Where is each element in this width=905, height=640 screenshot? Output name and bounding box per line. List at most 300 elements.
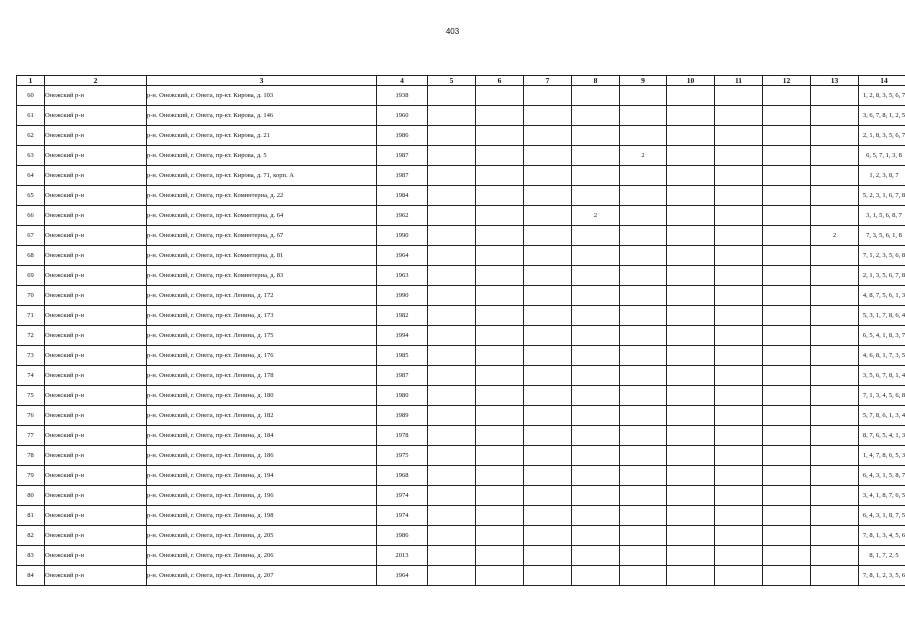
sequence-cell: 6, 4, 3, 1, 8, 7, 5: [859, 506, 905, 526]
year-cell: 2013: [377, 546, 428, 566]
value-cell-col-11: [715, 566, 763, 586]
value-cell-col-13: 2: [811, 226, 859, 246]
column-header-12: 12: [763, 76, 811, 86]
value-cell-col-13: [811, 206, 859, 226]
value-cell-col-12: [763, 566, 811, 586]
district-cell: Онежский р-н: [45, 506, 147, 526]
value-cell-col-6: [476, 306, 524, 326]
value-cell-col-13: [811, 426, 859, 446]
value-cell-col-6: [476, 186, 524, 206]
value-cell-col-9: [620, 266, 667, 286]
column-header-13: 13: [811, 76, 859, 86]
value-cell-col-12: [763, 326, 811, 346]
value-cell-col-6: [476, 286, 524, 306]
year-cell: 1974: [377, 486, 428, 506]
table-row: [17, 126, 905, 146]
value-cell-col-12: [763, 446, 811, 466]
year-cell: 1960: [377, 106, 428, 126]
value-cell-col-7: [524, 446, 572, 466]
column-header-10: 10: [667, 76, 715, 86]
value-cell-col-8: [572, 166, 620, 186]
value-cell-col-7: [524, 406, 572, 426]
value-cell-col-13: [811, 346, 859, 366]
row-number-cell: 81: [17, 506, 45, 526]
value-cell-col-8: [572, 526, 620, 546]
sequence-cell: 7, 1, 2, 3, 5, 6, 8: [859, 246, 905, 266]
district-cell: Онежский р-н: [45, 146, 147, 166]
table-row: [17, 86, 905, 106]
sequence-cell: 6, 5, 4, 1, 8, 3, 7: [859, 326, 905, 346]
sequence-cell: 5, 7, 8, 6, 1, 3, 4: [859, 406, 905, 426]
value-cell-col-12: [763, 166, 811, 186]
value-cell-col-6: [476, 266, 524, 286]
value-cell-col-7: [524, 506, 572, 526]
value-cell-col-6: [476, 86, 524, 106]
value-cell-col-9: [620, 226, 667, 246]
row-number-cell: 65: [17, 186, 45, 206]
value-cell-col-10: [667, 506, 715, 526]
value-cell-col-5: [428, 546, 476, 566]
value-cell-col-5: [428, 426, 476, 446]
value-cell-col-13: [811, 466, 859, 486]
address-cell: р-н. Онежский, г. Онега, пр-кт. Ленина, д. 196: [147, 486, 377, 506]
value-cell-col-13: [811, 526, 859, 546]
value-cell-col-8: [572, 366, 620, 386]
address-cell: р-н. Онежский, г. Онега, пр-кт. Ленина, д. 175: [147, 326, 377, 346]
table-row: [17, 566, 905, 586]
value-cell-col-6: [476, 466, 524, 486]
value-cell-col-10: [667, 126, 715, 146]
sequence-cell: 8, 1, 7, 2, 5: [859, 546, 905, 566]
value-cell-col-11: [715, 286, 763, 306]
value-cell-col-9: [620, 326, 667, 346]
row-number-cell: 78: [17, 446, 45, 466]
value-cell-col-9: [620, 406, 667, 426]
table-row: [17, 146, 905, 166]
table-row: [17, 186, 905, 206]
sequence-cell: 7, 8, 1, 2, 3, 5, 6: [859, 566, 905, 586]
value-cell-col-6: [476, 366, 524, 386]
value-cell-col-11: [715, 426, 763, 446]
address-cell: р-н. Онежский, г. Онега, пр-кт. Коминтерна, д. 67: [147, 226, 377, 246]
value-cell-col-13: [811, 106, 859, 126]
value-cell-col-9: [620, 126, 667, 146]
value-cell-col-7: [524, 186, 572, 206]
row-number-cell: 64: [17, 166, 45, 186]
district-cell: Онежский р-н: [45, 566, 147, 586]
district-cell: Онежский р-н: [45, 86, 147, 106]
year-cell: 1987: [377, 146, 428, 166]
address-cell: р-н. Онежский, г. Онега, пр-кт. Кирова, д. 21: [147, 126, 377, 146]
value-cell-col-8: [572, 126, 620, 146]
value-cell-col-7: [524, 346, 572, 366]
table-row: [17, 306, 905, 326]
table-row: [17, 286, 905, 306]
header-row: [17, 76, 905, 86]
value-cell-col-6: [476, 326, 524, 346]
value-cell-col-13: [811, 366, 859, 386]
value-cell-col-10: [667, 226, 715, 246]
district-cell: Онежский р-н: [45, 326, 147, 346]
value-cell-col-7: [524, 426, 572, 446]
value-cell-col-7: [524, 86, 572, 106]
value-cell-col-12: [763, 366, 811, 386]
value-cell-col-7: [524, 526, 572, 546]
value-cell-col-7: [524, 246, 572, 266]
value-cell-col-9: [620, 246, 667, 266]
value-cell-col-8: [572, 566, 620, 586]
address-cell: р-н. Онежский, г. Онега, пр-кт. Ленина, д. 184: [147, 426, 377, 446]
value-cell-col-12: [763, 126, 811, 146]
value-cell-col-11: [715, 246, 763, 266]
value-cell-col-10: [667, 466, 715, 486]
value-cell-col-8: [572, 286, 620, 306]
value-cell-col-10: [667, 546, 715, 566]
sequence-cell: 8, 7, 6, 5, 4, 1, 3: [859, 426, 905, 446]
value-cell-col-9: [620, 366, 667, 386]
value-cell-col-12: [763, 266, 811, 286]
value-cell-col-5: [428, 166, 476, 186]
value-cell-col-10: [667, 446, 715, 466]
value-cell-col-12: [763, 406, 811, 426]
value-cell-col-5: [428, 146, 476, 166]
value-cell-col-11: [715, 346, 763, 366]
column-header-7: 7: [524, 76, 572, 86]
value-cell-col-6: [476, 166, 524, 186]
year-cell: 1985: [377, 346, 428, 366]
value-cell-col-10: [667, 246, 715, 266]
value-cell-col-10: [667, 486, 715, 506]
value-cell-col-9: [620, 166, 667, 186]
column-header-6: 6: [476, 76, 524, 86]
value-cell-col-12: [763, 386, 811, 406]
value-cell-col-10: [667, 146, 715, 166]
sequence-cell: 4, 8, 7, 5, 6, 1, 3: [859, 286, 905, 306]
value-cell-col-13: [811, 126, 859, 146]
value-cell-col-7: [524, 126, 572, 146]
address-cell: р-н. Онежский, г. Онега, пр-кт. Ленина, д. 194: [147, 466, 377, 486]
value-cell-col-11: [715, 206, 763, 226]
value-cell-col-11: [715, 526, 763, 546]
value-cell-col-9: [620, 426, 667, 446]
value-cell-col-10: [667, 426, 715, 446]
value-cell-col-10: [667, 526, 715, 546]
value-cell-col-13: [811, 166, 859, 186]
value-cell-col-11: [715, 366, 763, 386]
table-row: [17, 546, 905, 566]
district-cell: Онежский р-н: [45, 246, 147, 266]
district-cell: Онежский р-н: [45, 206, 147, 226]
table-row: [17, 366, 905, 386]
value-cell-col-7: [524, 466, 572, 486]
value-cell-col-8: [572, 486, 620, 506]
sequence-cell: 6, 5, 7, 1, 3, 8: [859, 146, 905, 166]
value-cell-col-6: [476, 206, 524, 226]
address-cell: р-н. Онежский, г. Онега, пр-кт. Коминтерна, д. 83: [147, 266, 377, 286]
value-cell-col-9: [620, 206, 667, 226]
value-cell-col-12: [763, 426, 811, 446]
value-cell-col-5: [428, 206, 476, 226]
value-cell-col-9: [620, 86, 667, 106]
value-cell-col-5: [428, 346, 476, 366]
sequence-cell: 1, 2, 3, 8, 7: [859, 166, 905, 186]
table-row: [17, 226, 905, 246]
table-row: [17, 486, 905, 506]
value-cell-col-8: [572, 406, 620, 426]
value-cell-col-11: [715, 466, 763, 486]
page-number: 403: [445, 27, 460, 36]
address-cell: р-н. Онежский, г. Онега, пр-кт. Ленина, д. 207: [147, 566, 377, 586]
row-number-cell: 70: [17, 286, 45, 306]
row-number-cell: 72: [17, 326, 45, 346]
district-cell: Онежский р-н: [45, 366, 147, 386]
district-cell: Онежский р-н: [45, 546, 147, 566]
value-cell-col-12: [763, 506, 811, 526]
table-row: [17, 506, 905, 526]
column-header-14: 14: [859, 76, 905, 86]
value-cell-col-12: [763, 206, 811, 226]
value-cell-col-5: [428, 526, 476, 546]
value-cell-col-12: [763, 486, 811, 506]
value-cell-col-13: [811, 566, 859, 586]
value-cell-col-11: [715, 166, 763, 186]
table-row: [17, 206, 905, 226]
value-cell-col-8: [572, 106, 620, 126]
value-cell-col-12: [763, 86, 811, 106]
value-cell-col-10: [667, 566, 715, 586]
value-cell-col-10: [667, 166, 715, 186]
value-cell-col-9: [620, 346, 667, 366]
district-cell: Онежский р-н: [45, 226, 147, 246]
value-cell-col-7: [524, 366, 572, 386]
table-row: [17, 246, 905, 266]
value-cell-col-6: [476, 346, 524, 366]
sequence-cell: 1, 4, 7, 8, 6, 5, 3: [859, 446, 905, 466]
value-cell-col-7: [524, 566, 572, 586]
value-cell-col-13: [811, 546, 859, 566]
address-cell: р-н. Онежский, г. Онега, пр-кт. Коминтерна, д. 81: [147, 246, 377, 266]
value-cell-col-5: [428, 126, 476, 146]
value-cell-col-12: [763, 146, 811, 166]
table-row: [17, 106, 905, 126]
value-cell-col-13: [811, 286, 859, 306]
value-cell-col-6: [476, 386, 524, 406]
value-cell-col-6: [476, 526, 524, 546]
sequence-cell: 7, 3, 5, 6, 1, 8: [859, 226, 905, 246]
district-cell: Онежский р-н: [45, 186, 147, 206]
value-cell-col-10: [667, 286, 715, 306]
value-cell-col-9: 2: [620, 146, 667, 166]
value-cell-col-12: [763, 306, 811, 326]
year-cell: 1990: [377, 286, 428, 306]
value-cell-col-10: [667, 86, 715, 106]
value-cell-col-9: [620, 486, 667, 506]
year-cell: 1974: [377, 506, 428, 526]
row-number-cell: 71: [17, 306, 45, 326]
value-cell-col-7: [524, 546, 572, 566]
sequence-cell: 7, 1, 3, 4, 5, 6, 8: [859, 386, 905, 406]
value-cell-col-12: [763, 246, 811, 266]
table-row: [17, 406, 905, 426]
value-cell-col-13: [811, 246, 859, 266]
address-cell: р-н. Онежский, г. Онега, пр-кт. Ленина, д. 172: [147, 286, 377, 306]
row-number-cell: 79: [17, 466, 45, 486]
sequence-cell: 7, 8, 1, 3, 4, 5, 6: [859, 526, 905, 546]
value-cell-col-8: [572, 326, 620, 346]
value-cell-col-9: [620, 186, 667, 206]
row-number-cell: 84: [17, 566, 45, 586]
value-cell-col-5: [428, 566, 476, 586]
sequence-cell: 4, 6, 8, 1, 7, 3, 5: [859, 346, 905, 366]
value-cell-col-12: [763, 186, 811, 206]
column-header-5: 5: [428, 76, 476, 86]
value-cell-col-11: [715, 406, 763, 426]
value-cell-col-5: [428, 86, 476, 106]
value-cell-col-10: [667, 106, 715, 126]
row-number-cell: 69: [17, 266, 45, 286]
table-row: [17, 526, 905, 546]
year-cell: 1987: [377, 166, 428, 186]
value-cell-col-9: [620, 526, 667, 546]
address-cell: р-н. Онежский, г. Онега, пр-кт. Кирова, д. 71, корп. А: [147, 166, 377, 186]
value-cell-col-8: [572, 306, 620, 326]
value-cell-col-11: [715, 446, 763, 466]
value-cell-col-6: [476, 426, 524, 446]
value-cell-col-11: [715, 266, 763, 286]
value-cell-col-13: [811, 186, 859, 206]
value-cell-col-10: [667, 266, 715, 286]
value-cell-col-8: [572, 446, 620, 466]
district-cell: Онежский р-н: [45, 426, 147, 446]
year-cell: 1975: [377, 446, 428, 466]
value-cell-col-11: [715, 546, 763, 566]
value-cell-col-6: [476, 546, 524, 566]
district-cell: Онежский р-н: [45, 106, 147, 126]
value-cell-col-11: [715, 186, 763, 206]
value-cell-col-8: [572, 86, 620, 106]
year-cell: 1989: [377, 406, 428, 426]
district-cell: Онежский р-н: [45, 406, 147, 426]
value-cell-col-10: [667, 186, 715, 206]
value-cell-col-13: [811, 146, 859, 166]
value-cell-col-7: [524, 206, 572, 226]
value-cell-col-6: [476, 506, 524, 526]
value-cell-col-11: [715, 146, 763, 166]
value-cell-col-7: [524, 166, 572, 186]
district-cell: Онежский р-н: [45, 446, 147, 466]
value-cell-col-13: [811, 386, 859, 406]
sequence-cell: 5, 3, 1, 7, 8, 6, 4: [859, 306, 905, 326]
value-cell-col-12: [763, 226, 811, 246]
value-cell-col-6: [476, 246, 524, 266]
value-cell-col-10: [667, 206, 715, 226]
year-cell: 1978: [377, 426, 428, 446]
year-cell: 1938: [377, 86, 428, 106]
value-cell-col-5: [428, 306, 476, 326]
value-cell-col-5: [428, 266, 476, 286]
district-cell: Онежский р-н: [45, 306, 147, 326]
value-cell-col-6: [476, 226, 524, 246]
column-header-1: 1: [17, 76, 45, 86]
district-cell: Онежский р-н: [45, 526, 147, 546]
value-cell-col-11: [715, 486, 763, 506]
column-header-8: 8: [572, 76, 620, 86]
value-cell-col-6: [476, 486, 524, 506]
registry-table: [16, 75, 905, 586]
column-header-4: 4: [377, 76, 428, 86]
address-cell: р-н. Онежский, г. Онега, пр-кт. Ленина, д. 186: [147, 446, 377, 466]
sequence-cell: 3, 5, 6, 7, 8, 1, 4: [859, 366, 905, 386]
value-cell-col-12: [763, 466, 811, 486]
value-cell-col-5: [428, 186, 476, 206]
year-cell: 1963: [377, 266, 428, 286]
value-cell-col-5: [428, 326, 476, 346]
sequence-cell: 1, 2, 8, 3, 5, 6, 7: [859, 86, 905, 106]
value-cell-col-11: [715, 326, 763, 346]
year-cell: 1986: [377, 126, 428, 146]
value-cell-col-9: [620, 306, 667, 326]
value-cell-col-7: [524, 106, 572, 126]
value-cell-col-8: [572, 466, 620, 486]
value-cell-col-5: [428, 366, 476, 386]
row-number-cell: 73: [17, 346, 45, 366]
value-cell-col-13: [811, 86, 859, 106]
value-cell-col-13: [811, 326, 859, 346]
value-cell-col-9: [620, 466, 667, 486]
value-cell-col-12: [763, 546, 811, 566]
table-row: [17, 466, 905, 486]
value-cell-col-5: [428, 406, 476, 426]
value-cell-col-11: [715, 306, 763, 326]
value-cell-col-6: [476, 566, 524, 586]
address-cell: р-н. Онежский, г. Онега, пр-кт. Ленина, д. 198: [147, 506, 377, 526]
value-cell-col-6: [476, 146, 524, 166]
year-cell: 1982: [377, 306, 428, 326]
value-cell-col-8: [572, 546, 620, 566]
value-cell-col-5: [428, 226, 476, 246]
value-cell-col-7: [524, 306, 572, 326]
value-cell-col-5: [428, 386, 476, 406]
value-cell-col-7: [524, 486, 572, 506]
value-cell-col-7: [524, 266, 572, 286]
row-number-cell: 75: [17, 386, 45, 406]
value-cell-col-9: [620, 506, 667, 526]
value-cell-col-10: [667, 306, 715, 326]
value-cell-col-11: [715, 106, 763, 126]
table-row: [17, 446, 905, 466]
value-cell-col-11: [715, 506, 763, 526]
value-cell-col-9: [620, 106, 667, 126]
table-row: [17, 166, 905, 186]
row-number-cell: 77: [17, 426, 45, 446]
district-cell: Онежский р-н: [45, 286, 147, 306]
value-cell-col-7: [524, 386, 572, 406]
year-cell: 1962: [377, 206, 428, 226]
value-cell-col-8: [572, 386, 620, 406]
value-cell-col-12: [763, 106, 811, 126]
address-cell: р-н. Онежский, г. Онега, пр-кт. Ленина, д. 182: [147, 406, 377, 426]
value-cell-col-9: [620, 386, 667, 406]
sequence-cell: 2, 1, 8, 3, 5, 6, 7: [859, 126, 905, 146]
value-cell-col-12: [763, 346, 811, 366]
value-cell-col-10: [667, 406, 715, 426]
value-cell-col-6: [476, 446, 524, 466]
value-cell-col-12: [763, 526, 811, 546]
column-header-3: 3: [147, 76, 377, 86]
table-header: [17, 76, 905, 86]
district-cell: Онежский р-н: [45, 126, 147, 146]
row-number-cell: 80: [17, 486, 45, 506]
